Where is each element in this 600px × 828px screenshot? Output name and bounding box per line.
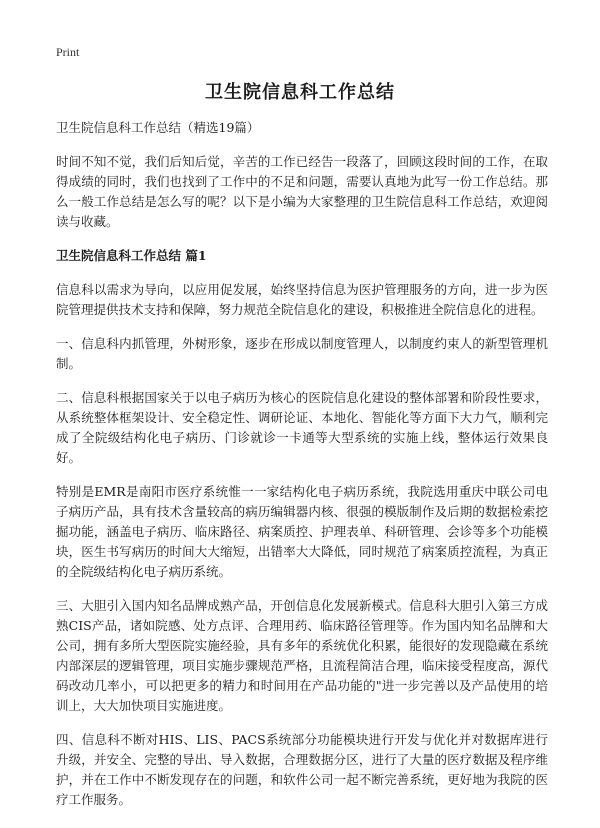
body-paragraph: 信息科以需求为导向，以应用促发展，始终坚持信息为医护管理服务的方向，进一步为医院管理提供技术支持和保障，努力规范全院信息化的建设，积极推进全院信息化的进程。 bbox=[56, 282, 548, 317]
section-heading: 卫生院信息科工作总结 篇1 bbox=[56, 248, 207, 263]
page-title: 卫生院信息科工作总结 bbox=[205, 82, 395, 103]
body-paragraph: 三、大胆引入国内知名品牌成熟产品，开创信息化发展新模式。信息科大胆引入第三方成熟CIS产品，诸如院感、处方点评、合理用药、临床路径管理等。作为国内知名品牌和大公司，拥有多所大型医院实施经验，具有多年的系统优化积累，能很好的发现隐藏在系统内部深层的逻辑管理，项目实施步骤规范严格，且流程简洁合理，临床接受程度高，源代码改动几率小，可以把更多的精力和时间用在产品功能的"进一步完善以及产品使用的培训上，大大加快项目实施进度。 bbox=[56, 598, 548, 713]
body-paragraph: 二、信息科根据国家关于以电子病历为核心的医院信息化建设的整体部署和阶段性要求，从系统整体框架设计、安全稳定性、调研论证、本地化、智能化等方面下大力气，顺利完成了全院级结构化电子病历、门诊就诊一卡通等大型系统的实施上线，整体运行效果良好。 bbox=[56, 390, 548, 465]
body-paragraph: 一、信息科内抓管理，外树形象，逐步在形成以制度管理人，以制度约束人的新型管理机制。 bbox=[56, 336, 548, 371]
body-paragraph: 四、信息科不断对HIS、LIS、PACS系统部分功能模块进行开发与优化并对数据库进行升级，并安全、完整的导出、导入数据，合理数据分区，进行了大量的医疗数据及程序维护，并在工作中不断发现存在的问题，和软件公司一起不断完善系统，更好地为我院的医疗工作服务。 bbox=[56, 732, 548, 807]
document-body bbox=[56, 118, 548, 824]
intro-paragraph: 时间不知不觉，我们后知后觉，辛苦的工作已经告一段落了，回顾这段时间的工作，在取得成绩的同时，我们也找到了工作中的不足和问题，需要认真地为此写一份工作总结。那么一般工作总结是怎么写的呢？以下是小编为大家整理的卫生院信息科工作总结，欢迎阅读与收藏。 bbox=[56, 154, 548, 229]
body-paragraph: 特别是EMR是南阳市医疗系统惟一一家结构化电子病历系统，我院选用重庆中联公司电子病历产品，具有技术含量较高的病历编辑器内核、很强的模版制作及后期的数据检索挖掘功能，涵盖电子病历、临床路径、病案质控、护理表单、科研管理、会诊等多个功能模块，医生书写病历的时间大大缩短，出错率大大降低，同时规范了病案质控流程，为真正的全院级结构化电子病历系统。 bbox=[56, 484, 548, 579]
document-subtitle: 卫生院信息科工作总结（精选19篇） bbox=[56, 120, 260, 135]
print-link[interactable]: Print bbox=[56, 45, 80, 59]
